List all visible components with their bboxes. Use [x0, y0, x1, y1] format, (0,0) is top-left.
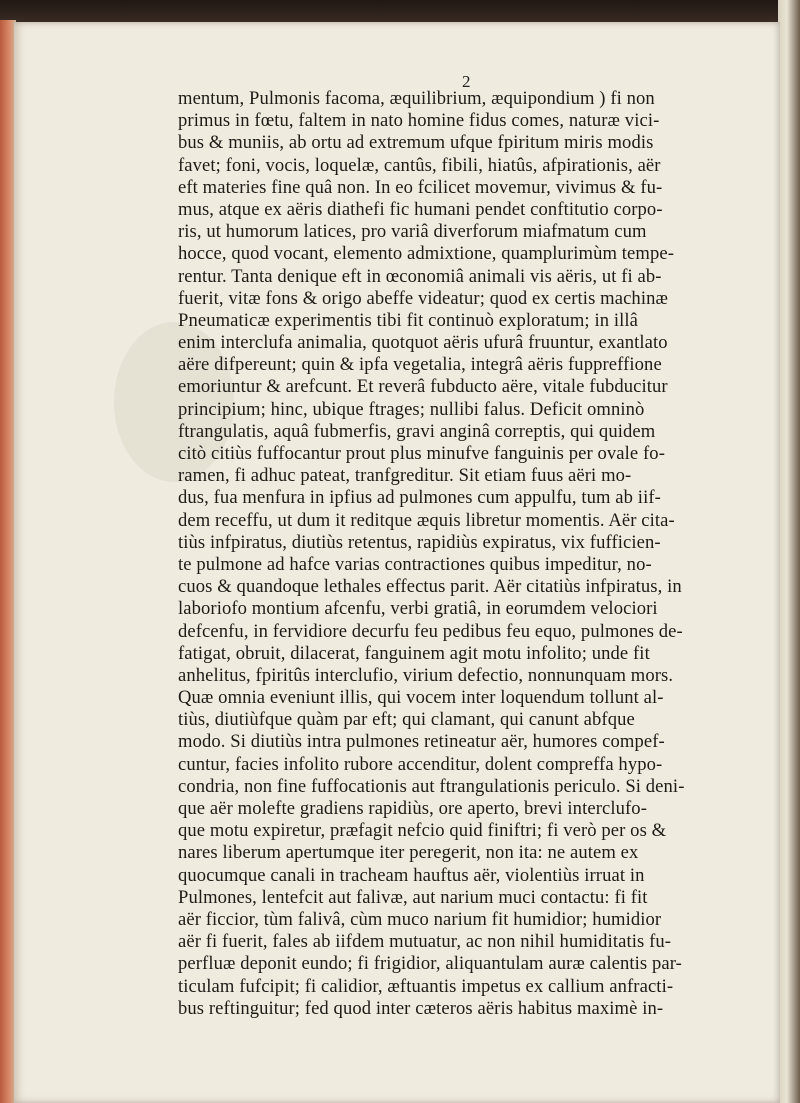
text-line: perfluæ deponit eundo; fi frigidior, aliquantulam auræ calentis par- [178, 953, 682, 975]
text-line: que motu expiretur, præfagit nefcio quid finiftri; fi verò per os & [178, 820, 667, 842]
text-line: primus in fœtu, faltem in nato homine fidus comes, naturæ vici- [178, 110, 660, 132]
text-line: aër ficcior, tùm falivâ, cùm muco narium fit humidior; humidior [178, 908, 662, 930]
text-line: ticulam fufcipit; fi calidior, æftuantis impetus ex callium anfracti- [178, 975, 674, 997]
text-line: emoriuntur & arefcunt. Et reverâ fubducto aëre, vitale fubducitur [178, 376, 668, 398]
text-line: eft materies fine quâ non. In eo fcilicet movemur, vivimus & fu- [178, 176, 663, 198]
text-line: citò citiùs fuffocantur prout plus minufve fanguinis per ovale fo- [178, 443, 665, 464]
text-line: aëre difpereunt; quin & ipfa vegetalia, integrâ aëris fuppreffione [178, 354, 662, 376]
text-line: mentum, Pulmonis facoma, æquilibrium, æquipondium ) fi non [178, 88, 655, 109]
text-line: principium; hinc, ubique ftrages; nullibi falus. Deficit omninò [178, 398, 645, 420]
text-line: condria, non fine fuffocationis aut ftrangulationis periculo. Si deni- [178, 775, 685, 797]
text-line: ris, ut humorum latices, pro variâ diverforum miafmatum cum [178, 221, 647, 243]
text-line: laboriofo montium afcenfu, verbi gratiâ, in eorumdem velociori [178, 598, 658, 620]
text-line: ramen, fi adhuc pateat, tranfgreditur. Sit etiam fuus aëri mo- [178, 465, 632, 487]
text-line: cuntur, facies infolito rubore accenditur, dolent compreffa hypo- [178, 753, 663, 775]
body-text [178, 88, 764, 1020]
text-line: nares liberum apertumque iter peregerit, non ita: ne autem ex [178, 842, 639, 864]
text-line: anhelitus, fpiritûs interclufio, virium defectio, nonnunquam mors. [178, 664, 674, 686]
text-line: fatigat, obruit, dilacerat, fanguinem agit motu infolito; unde fit [178, 642, 650, 664]
text-line: hocce, quod vocant, elemento admixtione, quamplurimùm tempe- [178, 243, 675, 265]
text-line: tiùs, diutiùfque quàm par eft; qui clamant, qui canunt abfque [178, 709, 635, 731]
text-line: enim interclufa animalia, quotquot aëris ufurâ fruuntur, exantlato [178, 332, 668, 354]
page-number: 2 [462, 72, 471, 91]
text-line: Pulmones, lentefcit aut falivæ, aut narium muci contactu: fi fit [178, 886, 648, 908]
text-line: dus, fua menfura in ipfius ad pulmones cum appulfu, tum ab iif- [178, 487, 661, 509]
text-line: cuos & quandoque lethales effectus parit. Aër citatiùs infpiratus, in [178, 576, 682, 598]
text-line: que aër molefte gradiens rapidiùs, ore aperto, brevi interclufo- [178, 798, 647, 819]
text-line: modo. Si diutiùs intra pulmones retineatur aër, humores compef- [178, 731, 665, 753]
text-line: dem receffu, ut dum it reditque æquis libretur momentis. Aër cita- [178, 509, 675, 531]
book-top-edge [0, 0, 800, 24]
text-line: Quæ omnia eveniunt illis, qui vocem inter loquendum tollunt al- [178, 687, 664, 709]
text-line: fuerit, vitæ fons & origo abeffe videatur; quod ex certis machinæ [178, 287, 668, 309]
text-line: rentur. Tanta denique eft in œconomiâ animali vis aëris, ut fi ab- [178, 265, 662, 287]
book-right-edge [778, 0, 800, 1103]
text-line: ftrangulatis, aquâ fubmerfis, gravi anginâ correptis, qui quidem [178, 420, 656, 442]
text-line: mus, atque ex aëris diathefi fic humani pendet conftitutio corpo- [178, 198, 663, 220]
text-line: bus & muniis, ab ortu ad extremum ufque fpiritum miris modis [178, 132, 654, 154]
text-line: tiùs infpiratus, diutiùs retentus, rapidiùs expiratus, vix fufficien- [178, 531, 661, 553]
text-line: aër fi fuerit, fales ab iifdem mutuatur, ac non nihil humiditatis fu- [178, 931, 672, 953]
text-line: favet; foni, vocis, loquelæ, cantûs, fibili, hiatûs, afpirationis, aër [178, 154, 661, 176]
text-line: defcenfu, in fervidiore decurfu feu pedibus feu equo, pulmones de- [178, 620, 683, 642]
text-line: te pulmone ad hafce varias contractiones quibus impeditur, no- [178, 553, 652, 575]
text-line: Pneumaticæ experimentis tibi fit continuò exploratum; in illâ [178, 309, 639, 331]
text-line: quocumque canali in tracheam hauftus aër, violentiùs irruat in [178, 864, 645, 886]
text-line: bus reftinguitur; fed quod inter cæteros aëris habitus maximè in- [178, 997, 664, 1019]
